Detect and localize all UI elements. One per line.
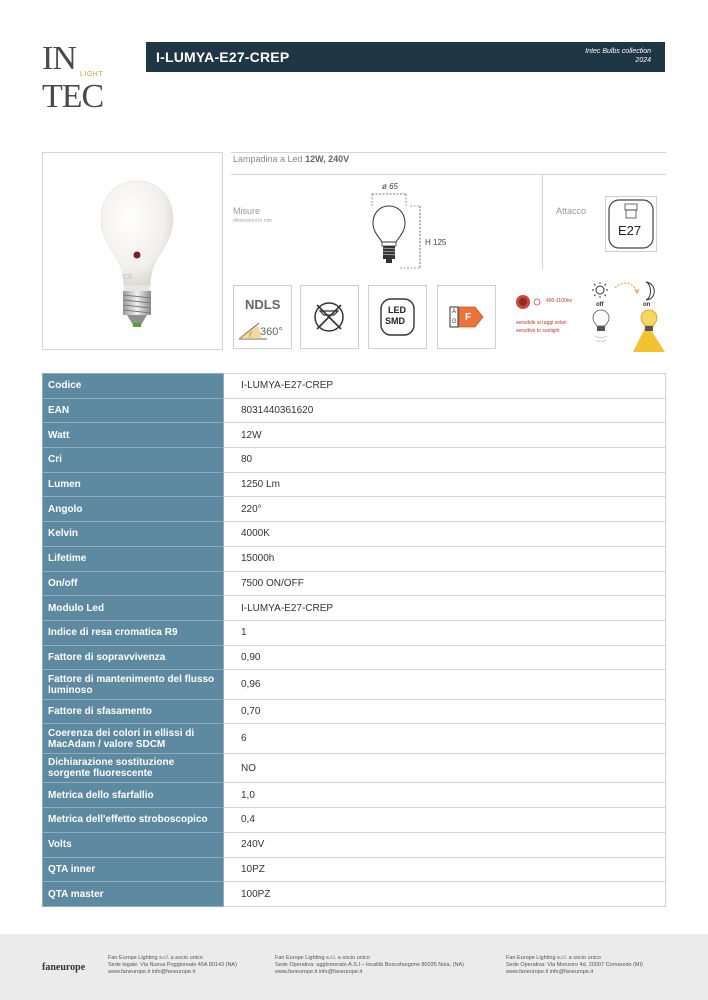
sensor-text-en: sensitive to sunlight [516,328,560,334]
footer [0,934,708,1000]
product-image-box [42,152,223,350]
smd-label: SMD [385,316,405,326]
spec-label: Lumen [43,472,224,497]
e27-socket-icon [605,196,657,252]
footer-address-nola [275,955,464,976]
led-smd-icon [368,285,427,349]
collection-line2: 2024 [635,57,651,64]
led-label: LED [388,305,406,315]
footer-address: Sede legale: Via Nuova Poggioreale 45A 80143 (NA) [108,962,237,968]
spec-label: Fattore di mantenimento del flusso luminoso [43,670,224,700]
table-row [43,596,666,621]
spec-label: QTA master [43,882,224,907]
measures-label: Misure [233,206,261,216]
bulb-description [233,154,349,164]
sensor-text-it: sensibile ai raggi solari [516,320,567,326]
spec-value: 0,90 [224,645,666,670]
spec-label: Lifetime [43,546,224,571]
angle-label: 360° [260,326,283,338]
spec-label: Fattore di sfasamento [43,699,224,724]
table-row [43,724,666,754]
spec-label: QTA inner [43,857,224,882]
table-row [43,699,666,724]
no-dimmable-icon [300,285,359,349]
dimension-drawing [366,192,426,270]
spec-value: I-LUMYA-E27-CREP [224,374,666,399]
table-row [43,448,666,473]
spec-label: Metrica dello sfarfallio [43,783,224,808]
table-row [43,374,666,399]
spec-label: Coerenza dei colori in ellissi di MacAdam / valore SDCM [43,724,224,754]
footer-company: Fan Europe Lighting s.r.l. a socio unico [108,955,203,961]
footer-logo: faneurope [42,962,86,973]
table-row [43,398,666,423]
brand-logo-text: IN TEC [42,40,104,115]
footer-address: Sede Operativa: agglomerato A.S.I – località Boscofangone 80035 Nola, (NA) [275,962,464,968]
angle-icon [233,285,292,349]
energy-scale-bottom: G [452,319,457,325]
footer-company: Fan Europe Lighting s.r.l. a socio unico [275,955,370,961]
spec-table [42,373,666,907]
energy-class-letter: F [465,312,472,323]
footer-contacts[interactable]: www.faneurope.it info@faneurope.it [275,969,363,975]
energy-scale-top: A [452,309,457,315]
spec-value: 7500 ON/OFF [224,571,666,596]
table-row [43,497,666,522]
spec-value: 220° [224,497,666,522]
ndls-label: NDLS [245,297,281,312]
spec-label: EAN [43,398,224,423]
table-row [43,571,666,596]
attach-label: Attacco [556,206,587,216]
table-row [43,423,666,448]
brand-logo-sub: LIGHT [80,71,104,78]
spec-label: Watt [43,423,224,448]
ce-mark: CE [123,274,133,281]
bulb-description-prefix: Lampadina a Led [233,154,303,164]
spec-label: Cri [43,448,224,473]
footer-contacts[interactable]: www.faneurope.it info@faneurope.it [108,969,196,975]
table-row [43,783,666,808]
spec-label: Codice [43,374,224,399]
table-row [43,546,666,571]
spec-label: Angolo [43,497,224,522]
table-row [43,857,666,882]
spec-label: Modulo Led [43,596,224,621]
spec-label: Dichiarazione sostituzione sorgente fluorescente [43,753,224,783]
spec-value: 4000K [224,522,666,547]
table-row [43,645,666,670]
info-panel-top-border [231,152,666,153]
spec-label: Metrica dell'effetto stroboscopico [43,808,224,833]
table-row [43,620,666,645]
footer-company: Fan Europe Lighting s.r.l. a socio unico [506,955,601,961]
bulb-image [97,179,177,329]
table-row [43,832,666,857]
socket-type: E27 [618,223,642,238]
spec-value: 1250 Lm [224,472,666,497]
spec-value: 1 [224,620,666,645]
spec-label: Volts [43,832,224,857]
spec-value: 12W [224,423,666,448]
bulb-description-power: 12W, 240V [305,154,350,164]
diameter-label: ø 65 [382,182,399,191]
table-row [43,670,666,700]
spec-value: NO [224,753,666,783]
header-bar [146,42,665,72]
table-row [43,753,666,783]
spec-value: 10PZ [224,857,666,882]
spec-value: I-LUMYA-E27-CREP [224,596,666,621]
spec-label: Kelvin [43,522,224,547]
spec-value: 1,0 [224,783,666,808]
table-row [43,882,666,907]
product-title: I-LUMYA-E27-CREP [156,49,290,65]
sensor-range: 400-1100ns [546,298,573,304]
collection-label [585,47,651,65]
spec-value: 80 [224,448,666,473]
energy-class-icon [437,285,496,349]
spec-label: Indice di resa cromatica R9 [43,620,224,645]
table-row [43,808,666,833]
collection-line1: Intec Bulbs collection [585,48,651,55]
footer-address: Sede Operativa: Via Monzoro 4d, 20007 Cornaredo (MI) [506,962,643,968]
ndls-360-icon [233,285,292,349]
spec-value: 240V [224,832,666,857]
sensor-on-label: on [643,302,651,308]
table-row [43,472,666,497]
spec-value: 0,4 [224,808,666,833]
footer-address-legal [108,955,237,976]
height-label: H 125 [425,238,447,247]
spec-value: 15000h [224,546,666,571]
sensor-off-label: off [596,302,604,308]
spec-value: 0,96 [224,670,666,700]
spec-value: 0,70 [224,699,666,724]
spec-value: 100PZ [224,882,666,907]
spec-label: On/off [43,571,224,596]
footer-address-cornaredo [506,955,643,976]
table-row [43,522,666,547]
sensor-illustration [505,280,667,356]
spec-label: Fattore di sopravvivenza [43,645,224,670]
measures-sublabel: dimensioni in mm [233,218,272,224]
spec-value: 6 [224,724,666,754]
spec-value: 8031440361620 [224,398,666,423]
footer-contacts[interactable]: www.faneurope.it info@faneurope.it [506,969,594,975]
brand-logo [42,40,138,115]
